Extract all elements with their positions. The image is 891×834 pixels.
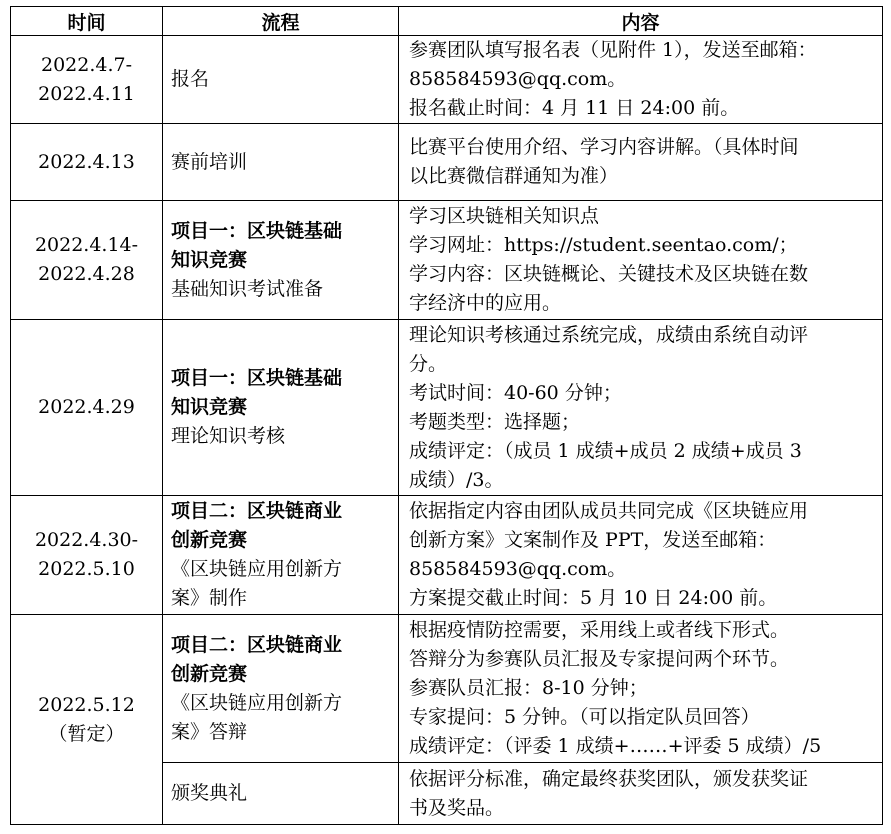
content-line: 字经济中的应用。: [409, 292, 562, 314]
process-line: 《区块链应用创新方: [171, 691, 343, 714]
time-cell: [11, 124, 163, 201]
content-cell: [399, 36, 883, 124]
content-line: 根据疫情防控需要，采用线上或者线下形式。: [409, 619, 790, 641]
content-line: 创新方案》文案制作及 PPT，发送至邮箱：: [409, 529, 777, 551]
content-line: 学习内容：区块链概论、关键技术及区块链在数: [409, 263, 809, 285]
time-line: 2022.4.7-: [40, 53, 133, 76]
content-line: 858584593@qq.com。: [409, 558, 627, 580]
process-line: 颁奖典礼: [171, 782, 248, 804]
content-line: 学习区块链相关知识点: [409, 205, 600, 227]
content-line: 报名截止时间：4 月 11 日 24:00 前。: [409, 97, 740, 119]
process-cell: [163, 201, 399, 320]
table-row: [11, 496, 883, 615]
content-line: 参赛队员汇报：8-10 分钟；: [409, 677, 648, 699]
process-line: 报名: [171, 68, 210, 90]
time-cell: [11, 615, 163, 825]
content-line: 成绩评定：（成员 1 成绩+成员 2 成绩+成员 3: [409, 439, 802, 462]
process-project-title: 创新竞赛: [171, 529, 248, 551]
process-cell: [163, 615, 399, 763]
content-line: 答辩分为参赛队员汇报及专家提问两个环节。: [409, 648, 790, 670]
time-line: 2022.5.10: [38, 558, 135, 580]
content-line: 学习网址：https://student.seentao.com/；: [409, 234, 798, 256]
schedule-table: [10, 6, 883, 825]
content-cell: [399, 124, 883, 201]
time-line: 2022.4.30-: [34, 529, 139, 551]
time-line: 2022.4.14-: [34, 234, 139, 256]
process-line: 基础知识考试准备: [171, 277, 324, 300]
content-line: 考试时间：40-60 分钟；: [409, 381, 622, 404]
content-line: 考题类型：选择题；: [409, 410, 581, 433]
content-cell: [399, 320, 883, 496]
process-project-title: 项目二：区块链商业: [171, 500, 343, 522]
table-row: [11, 320, 883, 496]
process-cell: [163, 496, 399, 615]
time-cell: [11, 496, 163, 615]
process-line: 理论知识考核: [171, 425, 286, 447]
content-line: 858584593@qq.com。: [409, 68, 627, 90]
time-cell: [11, 320, 163, 496]
content-line: 依据评分标准，确定最终获奖团队，颁发获奖证: [409, 767, 809, 790]
header-time: 时间: [11, 7, 163, 36]
header-process: 流程: [163, 7, 399, 36]
header-row: [11, 7, 883, 36]
time-line: 2022.4.28: [38, 263, 135, 285]
table-row: [11, 201, 883, 320]
process-project-title: 项目一：区块链基础: [171, 219, 343, 242]
content-line: 参赛团队填写报名表（见附件 1），发送至邮箱：: [409, 39, 817, 61]
header-content: 内容: [399, 7, 883, 36]
schedule-table-wrapper: [10, 6, 883, 825]
process-line: 赛前培训: [171, 150, 248, 173]
process-line: 《区块链应用创新方: [171, 558, 343, 580]
content-line: 分。: [409, 352, 448, 375]
time-line: 2022.4.11: [38, 82, 135, 105]
content-cell: [399, 201, 883, 320]
process-line: 案》答辩: [171, 720, 248, 743]
time-line: 2022.5.12: [38, 693, 135, 716]
process-cell: [163, 320, 399, 496]
time-line: （暂定）: [48, 722, 125, 745]
content-cell: [399, 763, 883, 825]
process-project-title: 知识竞赛: [171, 248, 248, 271]
table-row: [11, 615, 883, 763]
table-row: [11, 124, 883, 201]
content-line: 比赛平台使用介绍、学习内容讲解。（具体时间: [409, 136, 799, 158]
process-line: 案》制作: [171, 587, 248, 609]
process-project-title: 项目一：区块链基础: [171, 367, 343, 389]
process-cell: [163, 36, 399, 124]
content-cell: [399, 496, 883, 615]
content-line: 专家提问：5 分钟。（可以指定队员回答）: [409, 706, 760, 728]
time-line: 2022.4.29: [38, 396, 135, 418]
content-cell: [399, 615, 883, 763]
time-cell: [11, 201, 163, 320]
process-project-title: 知识竞赛: [171, 396, 248, 418]
content-line: 依据指定内容由团队成员共同完成《区块链应用: [409, 500, 809, 522]
content-line: 成绩评定：（评委 1 成绩+……+评委 5 成绩）/5: [409, 735, 822, 757]
time-cell: [11, 36, 163, 124]
time-line: 2022.4.13: [38, 150, 135, 173]
process-cell: [163, 763, 399, 825]
table-row: [11, 36, 883, 124]
content-line: 方案提交截止时间：5 月 10 日 24:00 前。: [409, 587, 778, 609]
process-cell: [163, 124, 399, 201]
process-project-title: 项目二：区块链商业: [171, 633, 343, 656]
content-line: 成绩）/3。: [409, 468, 504, 491]
process-project-title: 创新竞赛: [171, 662, 248, 685]
content-line: 理论知识考核通过系统完成，成绩由系统自动评: [409, 323, 809, 346]
content-line: 以比赛微信群通知为准）: [409, 165, 619, 187]
content-line: 书及奖品。: [409, 796, 505, 819]
